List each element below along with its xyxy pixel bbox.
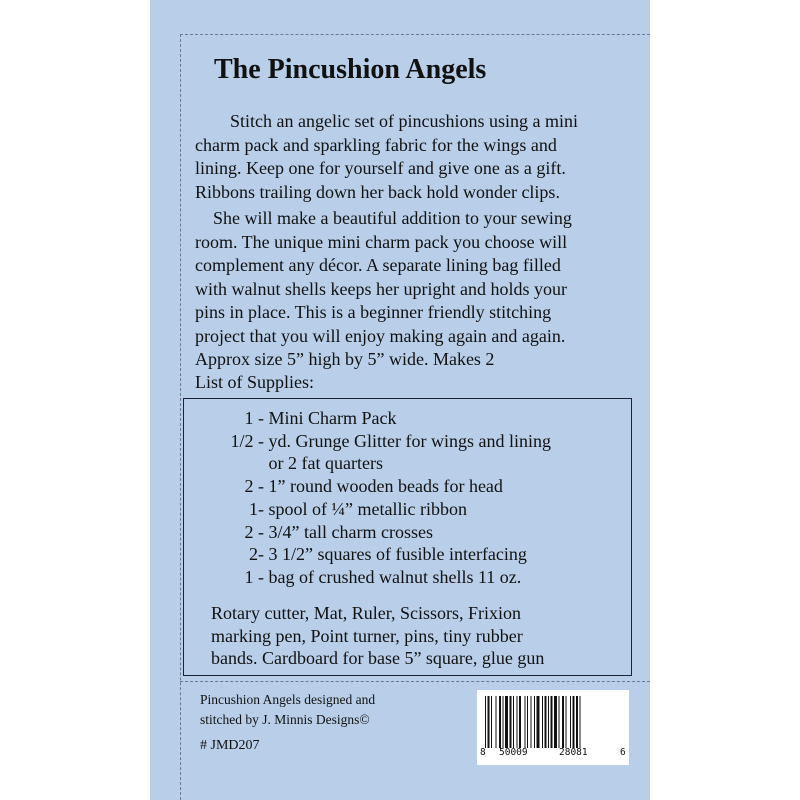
upc-barcode bbox=[477, 690, 629, 765]
barcode-bar bbox=[499, 696, 501, 748]
barcode-bar bbox=[562, 696, 564, 748]
supply-item bbox=[184, 407, 551, 430]
barcode-bar bbox=[580, 696, 581, 748]
supply-qty: 1 - bbox=[244, 566, 264, 587]
supply-qty: 2 - bbox=[244, 476, 264, 497]
barcode-right-digit: 6 bbox=[620, 747, 626, 758]
supply-item bbox=[184, 430, 551, 453]
supply-text: Mini Charm Pack bbox=[268, 408, 397, 428]
tools-line: Rotary cutter, Mat, Ruler, Scissors, Frixion bbox=[211, 603, 522, 623]
supply-qty: 1/2 - bbox=[230, 430, 264, 451]
supply-text: or 2 fat quarters bbox=[268, 453, 383, 474]
description-line: complement any décor. A separate lining bag filled bbox=[195, 255, 561, 275]
credit-line: Pincushion Angels designed and bbox=[200, 692, 376, 707]
dashed-border-top bbox=[180, 34, 650, 35]
barcode-bar bbox=[505, 696, 508, 748]
page-title: The Pincushion Angels bbox=[214, 54, 487, 85]
barcode-bar bbox=[527, 696, 528, 748]
barcode-bar bbox=[488, 696, 490, 748]
designer-credit bbox=[200, 690, 375, 730]
barcode-bar bbox=[551, 696, 553, 748]
supply-qty: 1 - bbox=[244, 408, 264, 428]
description-paragraph bbox=[195, 207, 635, 372]
dashed-border-bottom bbox=[180, 681, 650, 682]
description-line: with walnut shells keeps her upright and holds your bbox=[195, 278, 567, 299]
tools-line: bands. Cardboard for base 5” square, glue gun bbox=[211, 648, 545, 669]
barcode-bar bbox=[531, 696, 532, 748]
barcode-bar bbox=[570, 696, 571, 748]
barcode-left-digit: 8 bbox=[480, 747, 486, 758]
supply-text: spool of ¼” metallic ribbon bbox=[268, 498, 467, 519]
barcode-group-1: 50009 bbox=[499, 747, 528, 758]
barcode-bar bbox=[559, 696, 560, 748]
supply-item bbox=[184, 498, 551, 521]
barcode-bar bbox=[517, 696, 518, 748]
barcode-bar bbox=[537, 696, 540, 748]
supply-text: bag of crushed walnut shells 11 oz. bbox=[268, 566, 522, 587]
intro-line: Ribbons trailing down her back hold wonder clips. bbox=[195, 181, 560, 202]
supplies-heading: List of Supplies: bbox=[195, 372, 315, 392]
supply-text: 3/4” tall charm crosses bbox=[268, 521, 433, 542]
description-line: project that you will enjoy making again and again. bbox=[195, 325, 566, 346]
tools-line: marking pen, Point turner, pins, tiny rubber bbox=[211, 625, 523, 646]
description-line: She will make a beautiful addition to your sewing bbox=[213, 208, 572, 228]
barcode-bar bbox=[573, 696, 575, 748]
barcode-bar bbox=[485, 696, 486, 748]
barcode-bar bbox=[513, 696, 514, 748]
barcode-bar bbox=[519, 696, 521, 748]
barcode-group-2: 28081 bbox=[559, 747, 588, 758]
supply-qty: 2- bbox=[249, 544, 264, 565]
barcode-bar bbox=[545, 696, 547, 748]
barcode-bar bbox=[566, 696, 567, 748]
intro-paragraph bbox=[195, 110, 635, 204]
supply-text: yd. Grunge Glitter for wings and lining bbox=[268, 430, 551, 451]
barcode-bar bbox=[548, 696, 549, 748]
pattern-number: # JMD207 bbox=[200, 738, 260, 753]
barcode-bar bbox=[534, 696, 535, 748]
supply-qty: 1- bbox=[249, 498, 264, 519]
supply-item bbox=[184, 452, 551, 475]
description-line: pins in place. This is a beginner friendly stitching bbox=[195, 302, 552, 322]
barcode-bars bbox=[485, 696, 621, 748]
supplies-list bbox=[184, 407, 551, 589]
barcode-bar bbox=[542, 696, 543, 748]
barcode-bar bbox=[525, 696, 526, 748]
intro-line: lining. Keep one for yourself and give one as a gift. bbox=[195, 158, 566, 178]
supply-text: 1” round wooden beads for head bbox=[268, 476, 503, 497]
intro-line: charm pack and sparkling fabric for the wings and bbox=[195, 134, 557, 155]
supplies-box bbox=[183, 398, 632, 676]
description-line: Approx size 5” high by 5” wide. Makes 2 bbox=[195, 349, 495, 369]
supply-item bbox=[184, 521, 551, 544]
supply-qty: 2 - bbox=[244, 521, 264, 542]
dashed-border-left bbox=[180, 34, 181, 800]
supply-item bbox=[184, 475, 551, 498]
tools-paragraph bbox=[211, 602, 544, 670]
barcode-bar bbox=[491, 696, 492, 748]
intro-line: Stitch an angelic set of pincushions using a mini bbox=[230, 111, 578, 131]
barcode-bar bbox=[503, 696, 504, 748]
supply-item bbox=[184, 566, 551, 589]
description-line: room. The unique mini charm pack you choose will bbox=[195, 231, 568, 252]
barcode-bar bbox=[576, 696, 578, 748]
barcode-bar bbox=[510, 696, 512, 748]
barcode-bar bbox=[496, 696, 497, 748]
supply-text: 3 1/2” squares of fusible interfacing bbox=[268, 544, 527, 565]
supply-item bbox=[184, 543, 551, 566]
barcode-bar bbox=[554, 696, 557, 748]
credit-line: stitched by J. Minnis Designs© bbox=[200, 712, 370, 727]
